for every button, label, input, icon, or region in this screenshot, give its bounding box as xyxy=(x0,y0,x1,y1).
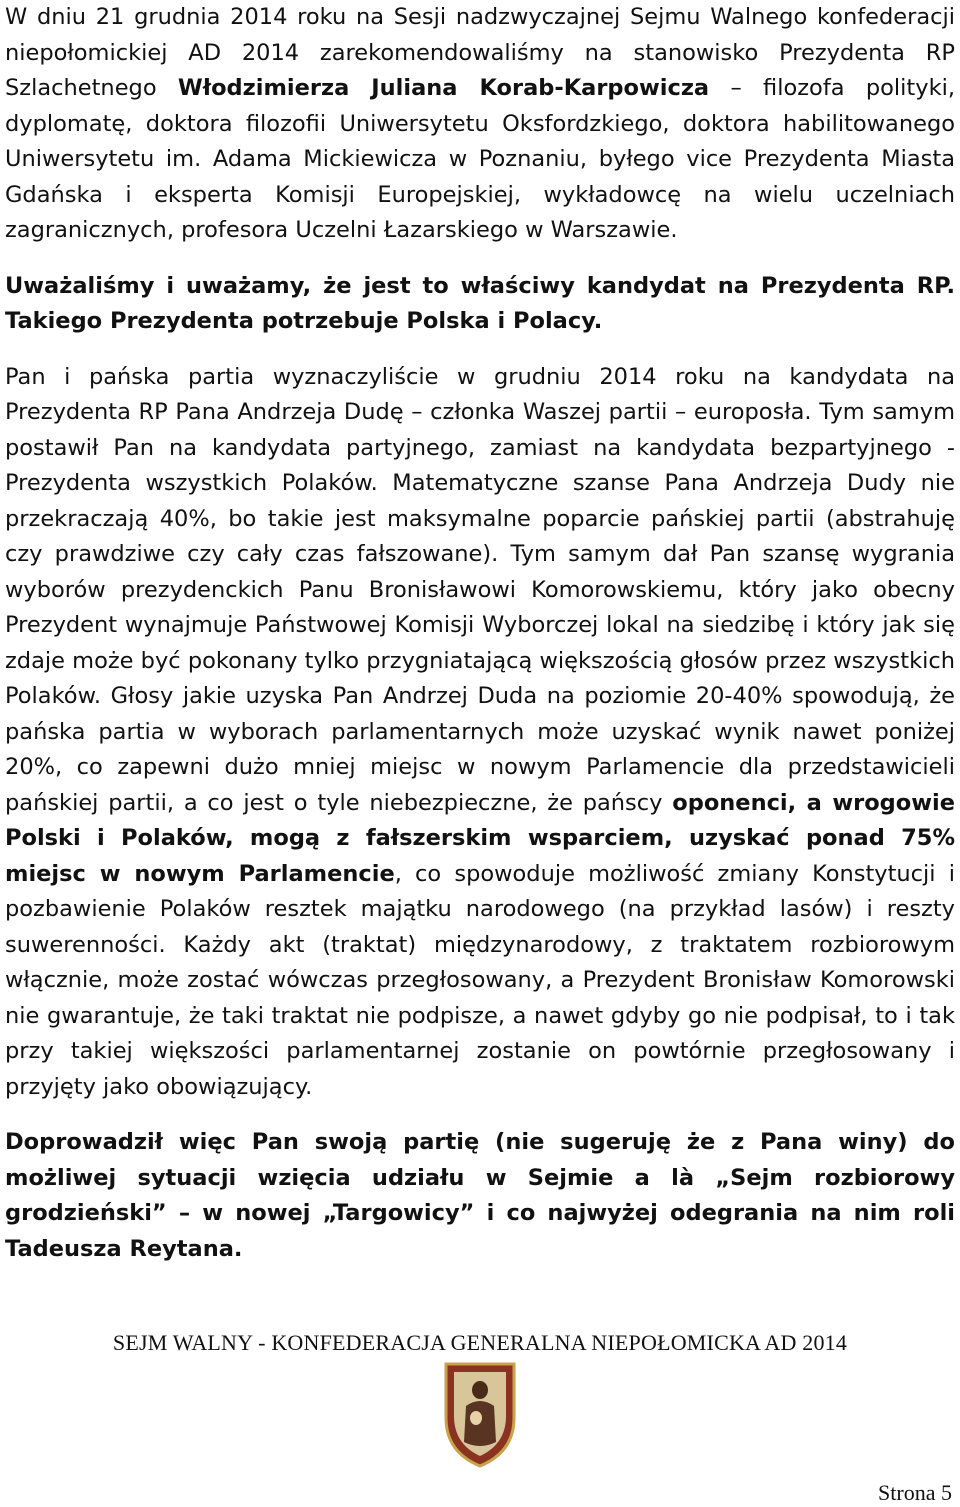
bold-warning: oponenci, a wrogowie Polski i Polaków, mogą z fałszerskim wsparciem, uzyskać ponad 75% miejsc w nowym Parlamencie xyxy=(5,789,955,887)
emblem-icon xyxy=(440,1360,520,1470)
document-body xyxy=(5,0,955,1267)
footer-title: SEJM WALNY - KONFEDERACJA GENERALNA NIEPOŁOMICKA AD 2014 xyxy=(112,1330,848,1355)
paragraph-recommendation: W dniu 21 grudnia 2014 roku na Sesji nadzwyczajnej Sejmu Walnego konfederacji niepołomickiej AD 2014 zarekomendowaliśmy na stanowisko Prezydenta RP Szlachetnego Włodzimierza Juliana Korab-Karpowicza – filozofa polityki, dyplomatę, doktora filozofii Uniwersytetu Oksfordzkiego, doktora habilitowanego Uniwersytetu im. Adama Mickiewicza w Poznaniu, byłego vice Prezydenta Miasta Gdańska i eksperta Komisji Europejskiej, wykładowcę na wielu uczelniach zagranicznych, profesora Uczelni Łazarskiego w Warszawie. xyxy=(5,4,955,243)
paragraph-argument: Pan i pańska partia wyznaczyliście w grudniu 2014 roku na kandydata na Prezydenta RP Pana Andrzeja Dudę – członka Waszej partii – europosła. Tym samym postawił Pan na kandydata partyjnego, zamiast na kandydata bezpartyjnego - Prezydenta wszystkich Polaków. Matematyczne szanse Pana Andrzeja Dudy nie przekraczają 40%, bo takie jest maksymalne poparcie pańskiej partii (abstrahuję czy prawdziwe czy cały czas fałszowane). Tym samym dał Pan szansę wygrania wyborów prezydenckich Panu Bronisławowi Komorowskiemu, który jako obecny Prezydent wynajmuje Państwowej Komisji Wyborczej lokal na siedzibę i który jak się zdaje może być pokonany tylko przygniatającą większością głosów przez wszystkich Polaków. Głosy jakie uzyska Pan Andrzej Duda na poziomie 20-40% spowodują, że pańska partia w wyborach parlamentarnych może uzyskać wynik nawet poniżej 20%, co zapewni dużo mniej miejsc w nowym Parlamencie dla przedstawicieli pańskiej partii, a co jest o tyle niebezpieczne, że pańscy oponenci, a wrogowie Polski i Polaków, mogą z fałszerskim wsparciem, uzyskać ponad 75% miejsc w nowym Parlamencie, co spowoduje możliwość zmiany Konstytucji i pozbawienie Polaków resztek majątku narodowego (na przykład lasów) i reszty suwerenności. Każdy akt (traktat) międzynarodowy, z traktatem rozbiorowym włącznie, może zostać wówczas przegłosowany, a Prezydent Bronisław Komorowski nie gwarantuje, że taki traktat nie podpisze, a nawet gdyby go nie podpisał, to i tak przy takiej większości parlamentarnej zostanie on powtórnie przegłosowany i przyjęty jako obowiązujący. xyxy=(5,363,955,1100)
page-number: Strona 5 xyxy=(878,1480,952,1505)
paragraph-conclusion: Doprowadził więc Pan swoją partię (nie sugeruję że z Pana winy) do możliwej sytuacji wzięcia udziału w Sejmie a là „Sejm rozbiorowy grodzieński” – w nowej „Targowicy” i co najwyżej odegrania na nim roli Tadeusza Reytana. xyxy=(5,1129,955,1262)
paragraph-statement: Uważaliśmy i uważamy, że jest to właściwy kandydat na Prezydenta RP. Takiego Prezydenta potrzebuje Polska i Polacy. xyxy=(5,272,955,334)
candidate-name: Włodzimierza Juliana Korab-Karpowicza xyxy=(177,75,710,101)
